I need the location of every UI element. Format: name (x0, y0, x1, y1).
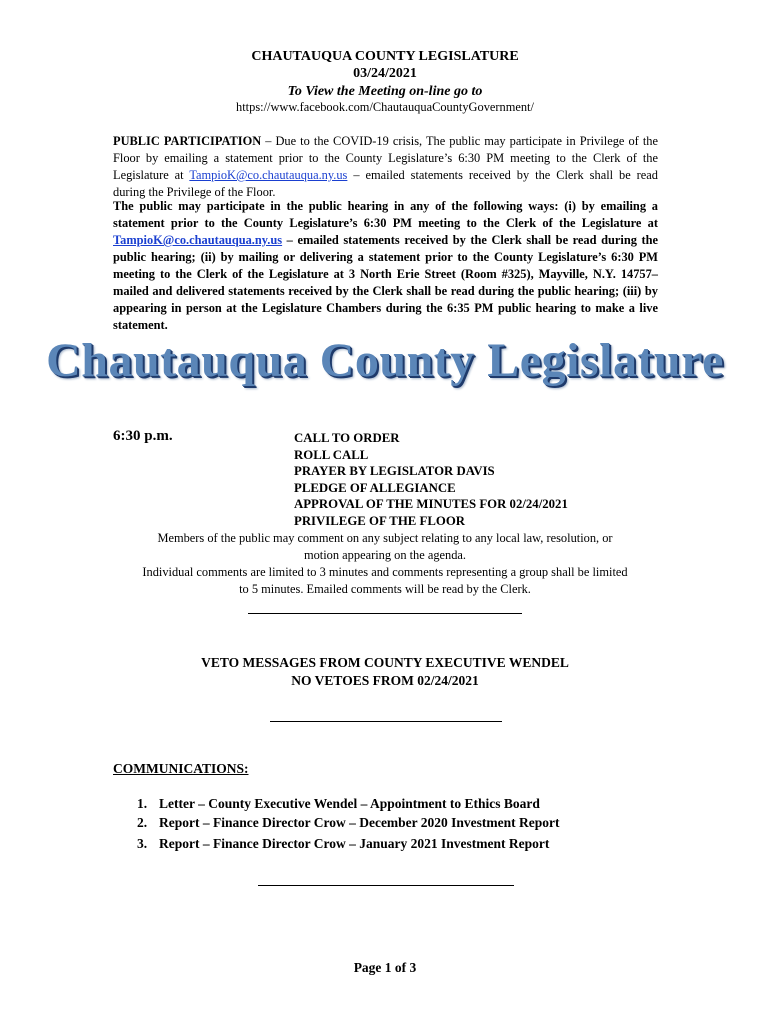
public-participation-text-1: – Due to the COVID-19 crisis, The public may participate in Privilege of the Floor by emailing a statement prior to the County Legislature’s 6:30 PM meeting to the Clerk of the Legislature at (113, 134, 658, 182)
section-divider (270, 721, 502, 722)
public-participation-paragraph (113, 133, 658, 201)
communications-list (113, 796, 560, 852)
document-title: CHAUTAUQUA COUNTY LEGISLATURE (251, 49, 519, 64)
public-hearing-paragraph (113, 198, 658, 334)
public-hearing-text-2: – emailed statements received by the Clerk shall be read during the public hearing; (ii) by mailing or delivering a statement prior to the County Legislature’s 6:30 PM meeting to the Clerk of the Legislature at 3 North Erie Street (Room #325), Mayville, N.Y. 14757– mailed and delivered statements received by the Clerk shall be read during the public hearing; (iii) by appearing in person at the Legislature Chambers during the 6:35 PM public hearing to make a live statement. (113, 233, 658, 332)
list-item: 2. Report – Finance Director Crow – December 2020 Investment Report (137, 815, 560, 830)
agenda-item: CALL TO ORDER (294, 431, 400, 445)
meeting-time: 6:30 p.m. (113, 428, 173, 444)
list-item: 3. Report – Finance Director Crow – January 2021 Investment Report (137, 836, 550, 851)
clerk-email-link-2[interactable]: TampioK@co.chautauqua.ny.us (113, 233, 283, 247)
agenda-item: PLEDGE OF ALLEGIANCE (294, 480, 456, 495)
clerk-email-link[interactable]: TampioK@co.chautauqua.ny.us (189, 168, 348, 182)
privilege-note-2b: to 5 minutes. Emailed comments will be read by the Clerk. (239, 582, 531, 596)
legislature-banner: Chautauqua County Legislature (46, 334, 724, 387)
section-divider (258, 885, 514, 886)
page-number: Page 1 of 3 (353, 960, 417, 975)
privilege-note-2a: Individual comments are limited to 3 minutes and comments representing a group shall be limited (142, 565, 628, 579)
public-hearing-text-1: The public may participate in the public hearing in any of the following ways: (i) by emailing a statement prior to the County Legislature’s 6:30 PM meeting to the Clerk of the Legislature at (113, 199, 658, 230)
communications-heading: COMMUNICATIONS: (113, 761, 249, 776)
agenda-item: APPROVAL OF THE MINUTES FOR 02/24/2021 (294, 497, 568, 511)
view-meeting-line: To View the Meeting on-line go to (287, 84, 483, 99)
veto-subtitle: NO VETOES FROM 02/24/2021 (291, 673, 479, 688)
agenda-list (294, 430, 568, 529)
facebook-url[interactable]: https://www.facebook.com/ChautauquaCountyGovernment/ (236, 100, 534, 114)
list-item: 1. Letter – County Executive Wendel – Appointment to Ethics Board (137, 796, 540, 811)
agenda-item: PRIVILEGE OF THE FLOOR (294, 513, 466, 528)
section-divider (248, 613, 522, 614)
privilege-note-1b: motion appearing on the agenda. (303, 548, 467, 562)
public-participation-label: PUBLIC PARTICIPATION (113, 134, 262, 148)
privilege-note-1a: Members of the public may comment on any subject relating to any local law, resolution, or (157, 531, 613, 545)
public-participation-text-2: – emailed statements received by the Clerk shall be read during the Privilege of the Floor. (113, 168, 658, 199)
veto-title: VETO MESSAGES FROM COUNTY EXECUTIVE WENDEL (201, 655, 569, 670)
meeting-date: 03/24/2021 (353, 66, 417, 81)
agenda-item: ROLL CALL (294, 447, 369, 462)
agenda-item: PRAYER BY LEGISLATOR DAVIS (294, 464, 495, 478)
